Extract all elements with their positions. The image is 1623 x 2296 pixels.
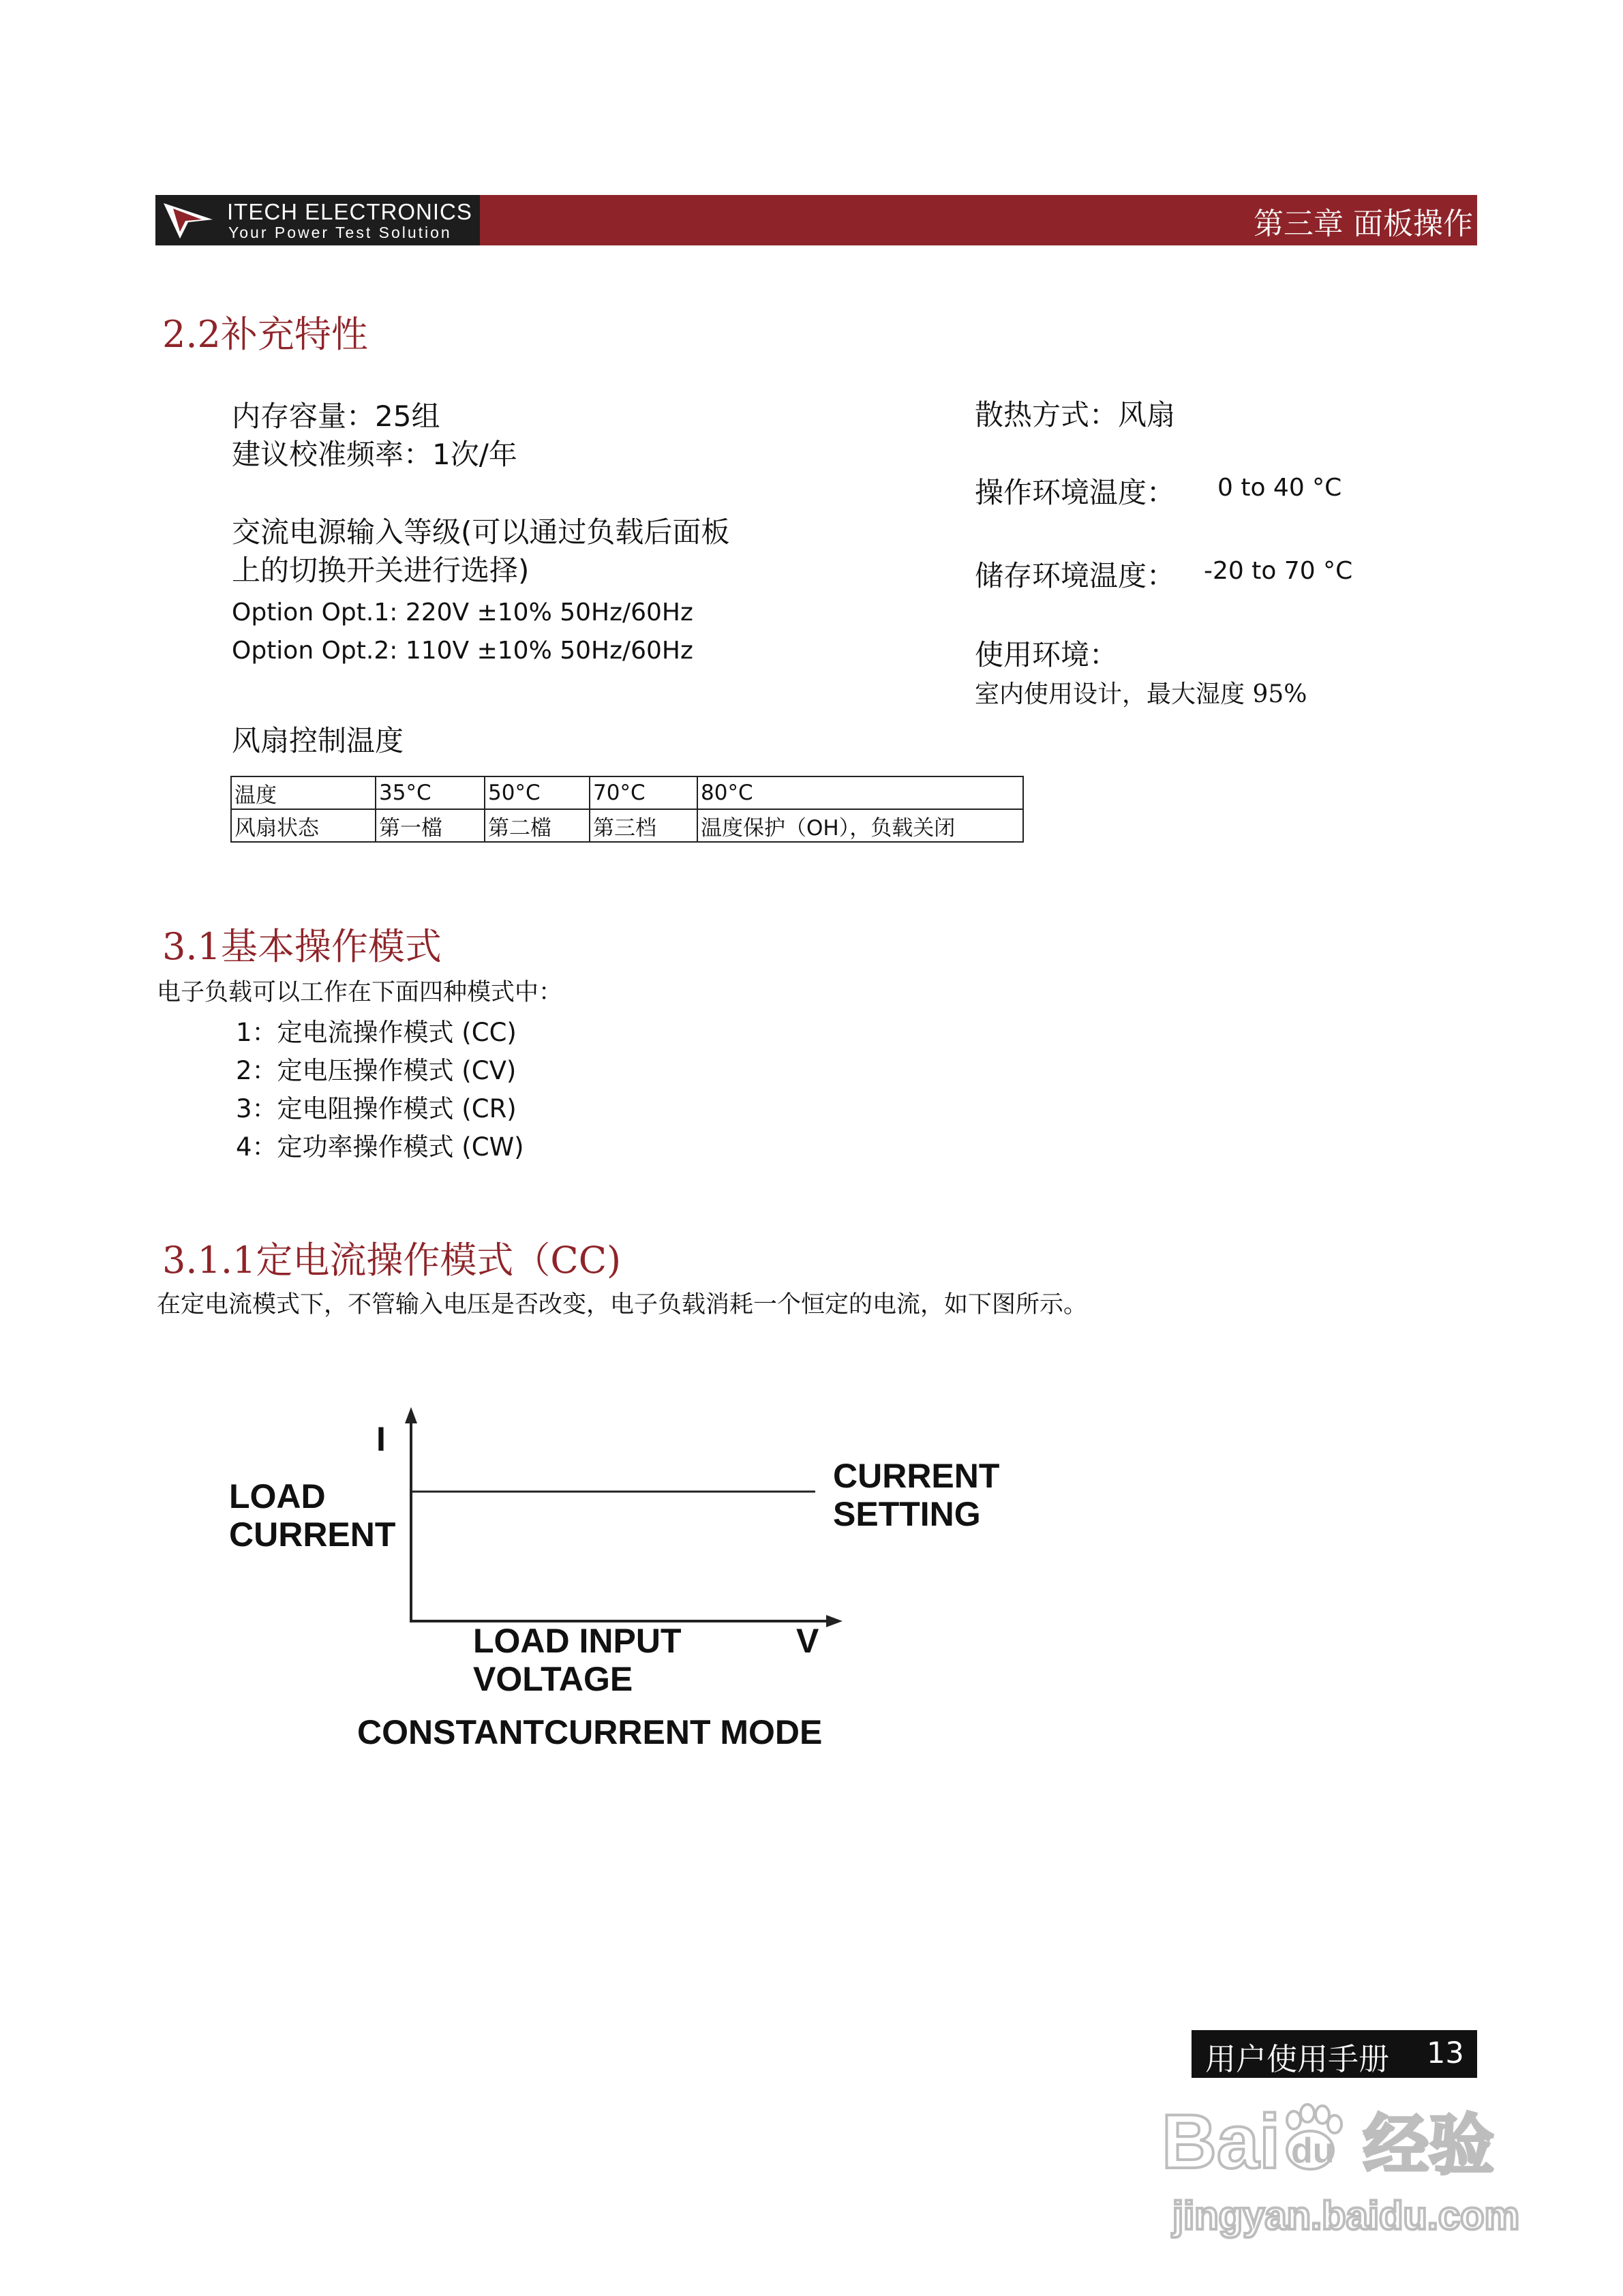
option-2: Option Opt.2: 110V ±10% 50Hz/60Hz xyxy=(232,637,693,665)
environment-label: 使用环境： xyxy=(975,638,1119,671)
table-cell: 风扇状态 xyxy=(231,809,376,842)
storage-temp-value: -20 to 70 °C xyxy=(1204,557,1353,585)
op-temp-value: 0 to 40 °C xyxy=(1217,474,1342,502)
table-cell: 35°C xyxy=(376,776,485,809)
cooling-spec: 散热方式：风扇 xyxy=(975,398,1176,432)
table-cell: 温度保护（OH），负载关闭 xyxy=(697,809,1023,842)
baidu-paw-icon xyxy=(1287,2104,1341,2171)
table-cell: 50°C xyxy=(485,776,590,809)
table-cell: 70°C xyxy=(590,776,697,809)
watermark-brand-cn: 经验 xyxy=(1363,2109,1494,2182)
section-heading-2-2: 2.2补充特性 xyxy=(162,313,368,356)
y-label-line1: LOAD xyxy=(229,1477,326,1515)
modes-intro: 电子负载可以工作在下面四种模式中： xyxy=(157,979,563,1006)
manual-title: 用户使用手册 xyxy=(1205,2041,1390,2077)
setting-label-line2: SETTING xyxy=(833,1495,981,1533)
x-axis-arrow xyxy=(826,1615,843,1627)
fan-control-title: 风扇控制温度 xyxy=(232,724,404,757)
option-1: Option Opt.1: 220V ±10% 50Hz/60Hz xyxy=(232,599,693,626)
section-heading-3-1: 3.1基本操作模式 xyxy=(162,925,442,968)
cc-mode-description: 在定电流模式下，不管输入电压是否改变，电子负载消耗一个恒定的电流，如下图所示。 xyxy=(157,1291,1088,1318)
diagram-caption: CONSTANTCURRENT MODE xyxy=(357,1713,823,1751)
table-cell: 第一檔 xyxy=(376,809,485,842)
mode-item-cc: 1：定电流操作模式 (CC) xyxy=(236,1018,517,1047)
mode-item-cv: 2：定电压操作模式 (CV) xyxy=(236,1056,517,1085)
y-label-line2: CURRENT xyxy=(229,1515,396,1554)
ac-input-line2: 上的切换开关进行选择) xyxy=(232,554,530,587)
op-temp-label: 操作环境温度： xyxy=(975,476,1176,509)
page-number: 13 xyxy=(1427,2036,1464,2070)
x-label-line2: VOLTAGE xyxy=(473,1660,633,1698)
mode-item-cr: 3：定电阻操作模式 (CR) xyxy=(236,1094,517,1123)
mode-item-cw: 4：定功率操作模式 (CW) xyxy=(236,1132,524,1162)
section-heading-3-1-1: 3.1.1定电流操作模式（CC) xyxy=(162,1239,622,1282)
table-cell: 第二檔 xyxy=(485,809,590,842)
y-axis-arrow xyxy=(405,1407,417,1423)
y-axis-symbol: I xyxy=(376,1420,386,1458)
watermark-brand2: du xyxy=(1291,2131,1335,2171)
chapter-title: 第三章 面板操作 xyxy=(1254,207,1473,241)
watermark-url: jingyan.baidu.com xyxy=(1172,2194,1520,2238)
ac-input-line1: 交流电源输入等级(可以通过负载后面板 xyxy=(232,515,730,549)
environment-value: 室内使用设计，最大湿度 95% xyxy=(975,680,1307,708)
x-axis-symbol: V xyxy=(796,1622,819,1660)
table-cell: 温度 xyxy=(231,776,376,809)
x-label-line1: LOAD INPUT xyxy=(473,1622,682,1660)
setting-label-line1: CURRENT xyxy=(833,1457,1000,1495)
calibration-spec: 建议校准频率：1次/年 xyxy=(232,438,517,471)
table-cell: 80°C xyxy=(697,776,1023,809)
brand-name: ITECH ELECTRONICS xyxy=(227,199,472,224)
watermark-brand: Bai xyxy=(1162,2100,1281,2184)
table-cell: 第三档 xyxy=(590,809,697,842)
memory-spec: 内存容量：25组 xyxy=(232,399,440,433)
storage-temp-label: 储存环境温度： xyxy=(975,559,1176,592)
brand-tagline: Your Power Test Solution xyxy=(228,224,452,241)
baidu-watermark xyxy=(1159,2100,1541,2256)
